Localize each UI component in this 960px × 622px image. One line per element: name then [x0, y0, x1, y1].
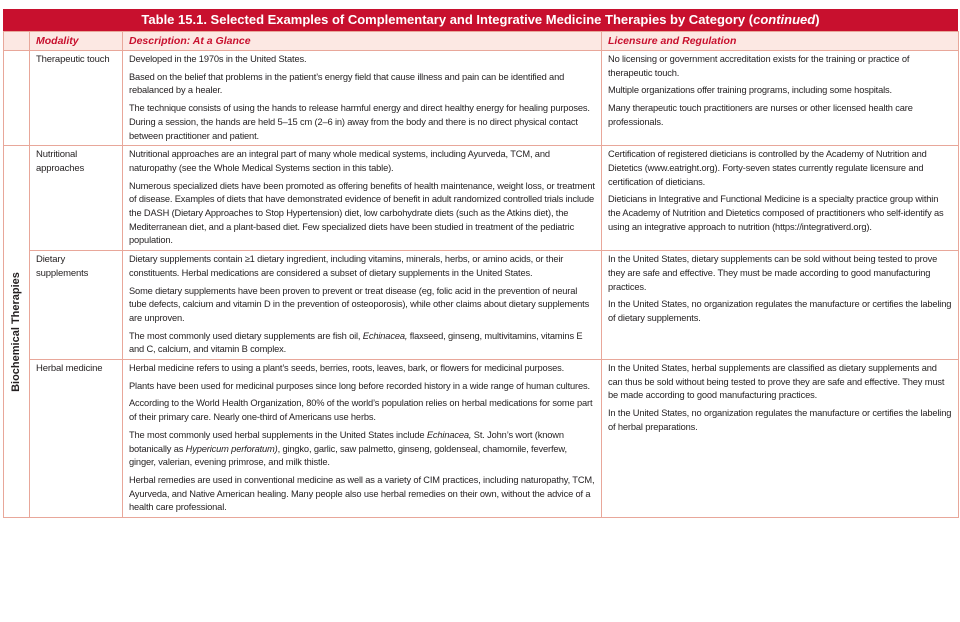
description-paragraph: Developed in the 1970s in the United States.: [129, 54, 307, 64]
licensure-paragraph: In the United States, no organization regulates the manufacture or certifies the labeling of dietary supplements.: [608, 299, 952, 323]
description-paragraph: Based on the belief that problems in the patient’s energy field that cause illness and pain can be identified and rebalanced by a healer.: [129, 71, 565, 96]
description-paragraph: The technique consists of using the hands to release harmful energy and direct healthy energy for healing purposes. During a session, the hands are held 5–15 cm (2–6 in) away from the body and there is no direct physical contact between practitioner and patient.: [129, 103, 590, 141]
italic-term: Hypericum perforatum): [185, 443, 278, 454]
header-modality: Modality: [30, 32, 123, 51]
description-cell: [123, 251, 602, 360]
table-row: [4, 251, 959, 360]
licensure-cell: [602, 51, 959, 146]
description-paragraph: Herbal medicine refers to using a plant’s seeds, berries, roots, leaves, bark, or flowers for medicinal purposes.: [129, 363, 565, 374]
header-category-spacer: [4, 32, 30, 51]
table-title-close: ): [815, 12, 820, 27]
text-run: , gingko, garlic, saw palmetto, ginseng, goldenseal, chamomile, feverfew, ginger, valerian, evening primrose, and milk thistle.: [129, 443, 567, 468]
licensure-paragraph: In the United States, dietary supplements can be sold without being tested to prove they are safe and effective. They must be made according to good manufacturing practices.: [608, 254, 938, 292]
licensure-paragraph: No licensing or government accreditation exists for the training or practice of therapeutic touch.: [608, 54, 910, 78]
licensure-cell: [602, 146, 959, 251]
italic-term: Echinacea,: [426, 429, 472, 440]
description-paragraph: Numerous specialized diets have been promoted as offering benefits of health maintenance, weight loss, or treatment of disease. Examples of diets that have demonstrated evidence of benefit in adult randomized controlled trials include the DASH (Dietary Approaches to Stop Hypertension) diet, low carbohydrate diets (such as the Atkins diet), the Mediterranean diet, and a plant-based diet. Few specialized diets have been studied in treatment of the pediatric population.: [129, 180, 595, 246]
italic-term: Echinacea,: [362, 330, 408, 341]
description-cell: [123, 360, 602, 518]
licensure-paragraph: Many therapeutic touch practitioners are nurses or other licensed health care professionals.: [608, 103, 913, 127]
text-run: The most commonly used herbal supplements in the United States include: [129, 429, 427, 440]
licensure-paragraph: Certification of registered dieticians is controlled by the Academy of Nutrition and Dietetics (www.eatright.org). Forty-seven states currently regulate licensure and certification of dieticians.: [608, 149, 927, 187]
modality-cell: Herbal medicine: [30, 360, 123, 518]
licensure-paragraph: Multiple organizations offer training programs, including some hospitals.: [608, 85, 892, 96]
header-description: Description: At a Glance: [123, 32, 602, 51]
text-run: The most commonly used dietary supplements are fish oil,: [129, 330, 363, 341]
description-paragraph: Nutritional approaches are an integral part of many whole medical systems, including Ayurveda, TCM, and naturopathy (see the Whole Medical Systems section in this table).: [129, 149, 550, 173]
text-run: flaxseed, ginseng, multivitamins, vitamins E and C, calcium, and vitamin B complex.: [129, 330, 583, 355]
description-paragraph: [129, 330, 595, 357]
table-title: [3, 9, 958, 31]
description-paragraph: Plants have been used for medicinal purposes since long before recorded history in a wide range of human cultures.: [129, 380, 590, 391]
modality-cell: Nutritional approaches: [30, 146, 123, 251]
description-paragraph: [129, 429, 595, 470]
description-paragraph: Dietary supplements contain ≥1 dietary ingredient, including vitamins, minerals, herbs, or amino acids, or their constituents. Herbal medications are considered a subset of dietary supplements in the United States.: [129, 254, 564, 278]
licensure-paragraph: In the United States, herbal supplements are classified as dietary supplements and can thus be sold without being tested to prove they are safe and effective. They must be made according to good manufacturing practices.: [608, 363, 945, 401]
description-cell: [123, 146, 602, 251]
licensure-paragraph: Dieticians in Integrative and Functional Medicine is a specialty practice group within the Academy of Nutrition and Dietetics composed of practitioners who self-identify as using an integrative approach to nutrition (https://integrativerd.org).: [608, 194, 944, 232]
modality-cell: Dietary supplements: [30, 251, 123, 360]
description-paragraph: Herbal remedies are used in conventional medicine as well as a variety of CIM practices, including naturopathy, TCM, Ayurveda, and Native American healing. Many people also use herbal remedies on their own, without the advice of a health care professional.: [129, 474, 595, 513]
table-row: [4, 51, 959, 146]
table-row: [4, 360, 959, 518]
therapies-table: [3, 31, 959, 518]
licensure-cell: [602, 360, 959, 518]
text-run: St. John’s wort (known botanically as: [129, 429, 564, 454]
table-title-continued: continued: [753, 12, 816, 27]
category-cell: [4, 146, 30, 518]
description-cell: [123, 51, 602, 146]
description-paragraph: Some dietary supplements have been proven to prevent or treat disease (eg, folic acid in the prevention of neural tube defects, calcium and vitamin D in the prevention of osteoporosis), while other claims about dietary supplements are unproven.: [129, 285, 590, 323]
header-licensure: Licensure and Regulation: [602, 32, 959, 51]
table-row: [4, 146, 959, 251]
category-label: Biochemical Therapies: [9, 271, 22, 392]
description-paragraph: According to the World Health Organization, 80% of the world’s population relies on herbal medications for some part of their primary care. Nearly one-third of Americans use herbs.: [129, 398, 593, 423]
category-cell-empty: [4, 51, 30, 146]
licensure-paragraph: In the United States, no organization regulates the manufacture or certifies the labeling of herbal preparations.: [608, 408, 952, 432]
licensure-cell: [602, 251, 959, 360]
page: [3, 3, 958, 620]
header-row: [4, 32, 959, 51]
modality-cell: Therapeutic touch: [30, 51, 123, 146]
table-title-text: Table 15.1. Selected Examples of Complementary and Integrative Medicine Therapies by Category (: [141, 12, 754, 27]
